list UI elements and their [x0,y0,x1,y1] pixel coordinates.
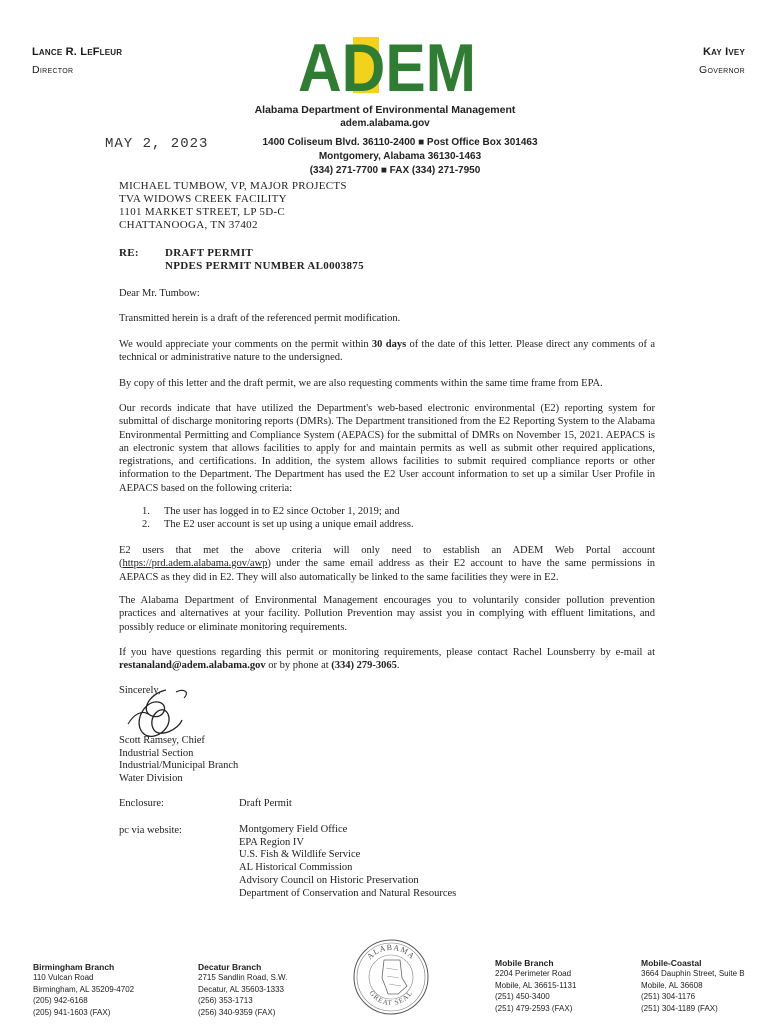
paragraph-6: The Alabama Department of Environmental Management encourages you to voluntarily consider pollution prevention practices and alternatives at your facility. Pollution Prevention may assist you in complying with effluent limitations, and possibly reduce or eliminate monitoring requirements. [119,595,655,633]
enclosure-value: Draft Permit [239,798,292,809]
paragraph-2: We would appreciate your comments on the permit within 30 days of the date of this letter. Please direct any comments of a technical or administrative nature to the undersigned. [119,339,655,364]
paragraph-3: By copy of this letter and the draft permit, we are also requesting comments within the same time frame from EPA. [119,378,603,389]
contact-phone: (334) 279-3065 [331,660,397,672]
alabama-seal [352,938,430,1016]
svg-text:GREAT SEAL: GREAT SEAL [367,989,415,1008]
agency-phone-line: (334) 271-7700 ■ FAX (334) 271-7950 [309,165,481,176]
list-item: AL Historical Commission [239,862,353,874]
signer-line: Industrial/Municipal Branch [119,760,239,771]
director-name: Lance R. LeFleur [32,46,123,58]
enclosure-label: Enclosure: [119,798,164,809]
adem-logo [296,30,478,106]
paragraph-7: If you have questions regarding this permit or monitoring requirements, please contact Rachel Lounsberry by e-mail at restanaland@adem.alabama.gov or by phone at (334) 279-3065. [119,647,655,672]
office-decatur: Decatur Branch 2715 Sandlin Road, S.W. Decatur, AL 35603-1333 (256) 353-1713 (256) 340-9359 (FAX) [198,962,288,1017]
paragraph-1: Transmitted herein is a draft of the referenced permit modification. [119,313,401,324]
contact-email[interactable]: restanaland@adem.alabama.gov [119,660,266,672]
governor-title: Governor [699,64,745,76]
agency-name: Alabama Department of Environmental Management [254,104,516,116]
signer-block [119,735,238,785]
paragraph-5: E2 users that met the above criteria will only need to establish an ADEM Web Portal account (https://prd.adem.alabama.gov/awp) under the same email address as their E2 account to have the same permissions in AEPACS as they did in E2. They will also automatically be linked to the same facilities they were in E2. [119,545,655,583]
date-stamp: MAY 2, 2023 [105,136,209,152]
recipient-block [119,180,347,232]
salutation: Dear Mr. Tumbow: [119,288,200,299]
list-item: EPA Region IV [239,836,304,848]
criteria-list [142,505,654,532]
list-item: Advisory Council on Historic Preservation [239,874,419,886]
list-item: Montgomery Field Office [239,824,348,835]
recipient-line: CHATTANOOGA, TN 37402 [119,219,258,231]
recipient-line: 1101 MARKET STREET, LP 5D-C [119,206,286,218]
re-label: RE: [119,247,139,259]
list-item: Department of Conservation and Natural Resources [239,887,457,899]
governor-name: Kay Ivey [702,46,745,58]
pc-list [239,824,456,900]
agency-address-line1: 1400 Coliseum Blvd. 36110-2400 ■ Post Office Box 301463 [262,137,538,148]
closing: Sincerely, [119,685,161,696]
director-title: Director [32,64,74,76]
agency-website: adem.alabama.gov [340,118,430,129]
signer-line: Industrial Section [119,747,194,759]
list-item: 2. The E2 user account is set up using a unique email address. [142,519,414,531]
web-portal-link[interactable]: https://prd.adem.alabama.gov/awp [122,558,268,570]
office-mobile: Mobile Branch 2204 Perimeter Road Mobile, AL 36615-1131 (251) 450-3400 (251) 479-2593 (FAX) [495,958,577,1013]
deadline-emphasis: 30 days [371,339,407,350]
logo-text: ADEM [298,30,476,106]
signer-line: Scott Ramsey, Chief [119,735,205,746]
svg-text:ALABAMA: ALABAMA [365,942,417,962]
agency-address-line2: Montgomery, Alabama 36130-1463 [318,151,482,162]
pc-label: pc via website: [119,825,182,836]
re-line-2: NPDES PERMIT NUMBER AL0003875 [165,260,364,272]
recipient-line: TVA WIDOWS CREEK FACILITY [119,193,287,205]
list-item: 1. The user has logged in to E2 since October 1, 2019; and [142,506,400,517]
re-line-1: DRAFT PERMIT [165,247,254,259]
paragraph-4: Our records indicate that have utilized the Department's web-based electronic environmental (E2) reporting system for submittal of discharge monitoring reports (DMRs). The Department transitioned from the E2 Reporting System to the Alabama Environmental Permitting and Compliance System (AEPACS) for the submittal of DMRs on November 15, 2021. AEPACS is an electronic system that allows facilities to apply for and maintain permits as well as submit other required applications, registrations, and certifications. In addition, the system allows facilities to submit required compliance reports or other information to the Department. The Department has used the E2 User account information to set up a similar User Profile in AEPACS based on the following criteria: [119,403,655,494]
office-mobile-coastal: Mobile-Coastal 3664 Dauphin Street, Suite B Mobile, AL 36608 (251) 304-1176 (251) 304-1189 (FAX) [641,958,745,1013]
office-birmingham: Birmingham Branch 110 Vulcan Road Birmingham, AL 35209-4702 (205) 942-6168 (205) 941-1603 (FAX) [33,962,135,1017]
list-item: U.S. Fish & Wildlife Service [239,849,361,861]
signer-line: Water Division [119,772,183,784]
recipient-line: MICHAEL TUMBOW, VP, MAJOR PROJECTS [119,180,347,192]
